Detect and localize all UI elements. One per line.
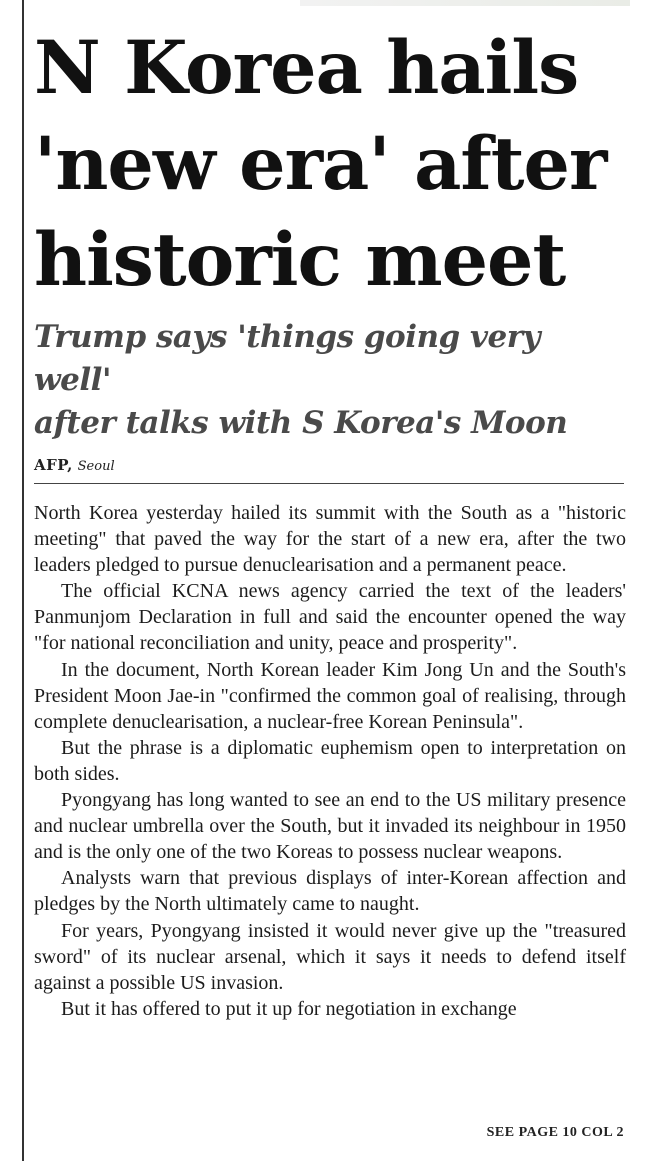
subheadline-line-2: after talks with S Korea's Moon <box>34 405 568 441</box>
article <box>34 20 626 1022</box>
paragraph: In the document, North Korean leader Kim Jong Un and the South's President Moon Jae-in "confirmed the common goal of realising, through complete denuclearisation, a nuclear-free Korean Peninsula". <box>34 658 626 733</box>
paragraph: The official KCNA news agency carried the text of the leaders' Panmunjom Declaration in full and said the encounter opened the way "for national reconciliation and unity, peace and prosperity". <box>34 580 626 655</box>
top-edge-shading <box>300 0 630 6</box>
paragraph: But it has offered to put it up for negotiation in exchange <box>61 997 517 1020</box>
paragraph: Analysts warn that previous displays of inter-Korean affection and pledges by the North ultimately came to naught. <box>34 867 626 916</box>
byline-agency: AFP, <box>34 456 73 474</box>
headline-line-3: historic meet <box>34 217 566 303</box>
article-body <box>34 500 626 1022</box>
paragraph: Pyongyang has long wanted to see an end to the US military presence and nuclear umbrella over the South, but it invaded its neighbour in 1950 and is the only one of the two Koreas to possess nuclear weapons. <box>34 789 626 864</box>
column-rule <box>22 0 24 1161</box>
paragraph: But the phrase is a diplomatic euphemism open to interpretation on both sides. <box>34 736 626 785</box>
headline-line-2: 'new era' after <box>34 121 607 207</box>
headline <box>34 20 626 308</box>
byline-dateline: Seoul <box>77 459 115 474</box>
subheadline <box>34 316 626 445</box>
byline-divider <box>34 483 624 484</box>
subheadline-line-1: Trump says 'things going very well' <box>34 319 541 398</box>
continuation-jump-line: SEE PAGE 10 COL 2 <box>486 1125 624 1140</box>
byline <box>34 455 626 477</box>
paragraph: For years, Pyongyang insisted it would never give up the "treasured sword" of its nuclear arsenal, which it says it needs to defend itself against a possible US invasion. <box>34 919 626 994</box>
headline-line-1: N Korea hails <box>34 25 579 111</box>
paragraph: North Korea yesterday hailed its summit with the South as a "historic meeting" that paved the way for the start of a new era, after the two leaders pledged to pursue denuclearisation and a permanent peace. <box>34 502 626 577</box>
